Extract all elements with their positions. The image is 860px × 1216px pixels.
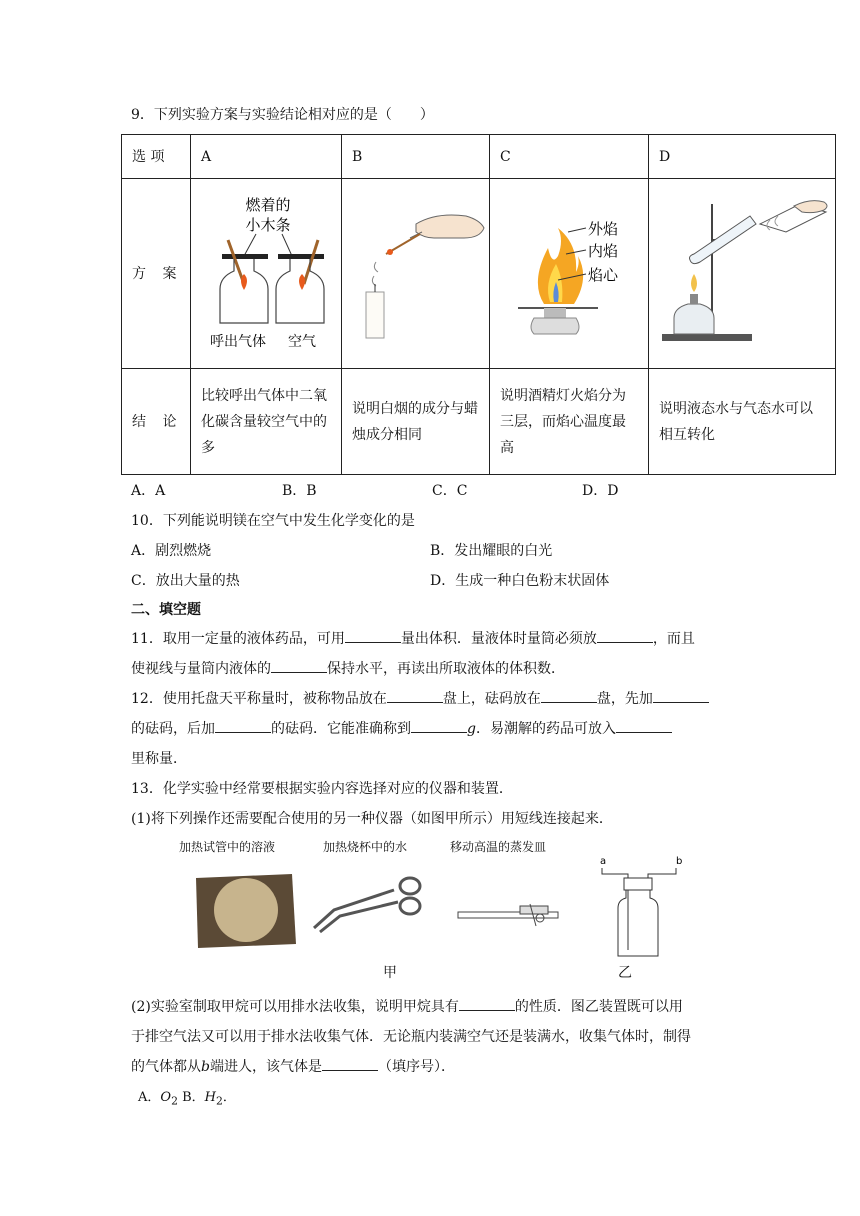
q10-option-d[interactable]: D．生成一种白色粉末状固体 <box>430 573 610 589</box>
q11-blank-2[interactable] <box>597 630 653 643</box>
q9-option-a[interactable]: A．A <box>131 483 166 499</box>
header-option: 选 项 <box>122 135 191 179</box>
fig-label-b: b <box>676 856 683 867</box>
q11-blank-3[interactable] <box>271 660 327 673</box>
q13-part2-line3 <box>131 1056 455 1076</box>
q11-line1 <box>131 628 695 648</box>
q12-blank-5[interactable] <box>411 720 467 733</box>
q13-part2-line1 <box>131 996 683 1016</box>
figure-yi-label: 乙 <box>618 965 632 981</box>
choice-b-label[interactable]: B． <box>182 1090 205 1105</box>
conclusion-b: 说明白烟的成分与蜡烛成分相同 <box>342 369 490 475</box>
q13-part2-line2: 于排空气法又可以用于排水法收集气体．无论瓶内装满空气还是装满水，收集气体时，制得 <box>131 1029 691 1045</box>
crucible-tongs-illustration <box>306 872 426 936</box>
choice-a-formula: O <box>160 1090 172 1105</box>
op-heat-beaker: 加热烧杯中的水 <box>323 840 408 854</box>
fig-label-a: a <box>600 856 607 867</box>
fig-c-core: 焰心 <box>588 266 619 284</box>
q10-stem: 10．下列能说明镁在空气中发生化学变化的是 <box>131 513 415 529</box>
conclusion-label: 结 论 <box>122 369 191 475</box>
q13-p2-text-3: 的气体都从 <box>131 1059 201 1075</box>
q12-blank-4[interactable] <box>215 720 271 733</box>
header-d: D <box>649 135 836 179</box>
q13-part1: (1)将下列操作还需要配合使用的另一种仪器（如图甲所示）用短线连接起来． <box>131 811 613 827</box>
q9-table <box>121 134 836 475</box>
q13-p2-text-4: 端进人，该气体是 <box>209 1059 322 1075</box>
q11-text-1: 11．取用一定量的液体药品，可用 <box>131 631 345 647</box>
q12-line1 <box>131 688 709 708</box>
q10-option-b[interactable]: B．发出耀眼的白光 <box>430 543 553 559</box>
header-b: B <box>342 135 490 179</box>
q12-text-2: 盘上，砝码放在 <box>442 691 541 707</box>
choice-a-sub: 2 <box>171 1094 178 1108</box>
header-c: C <box>490 135 649 179</box>
q11-text-5: 保持水平，再读出所取液体的体积数． <box>327 661 565 677</box>
gas-bottle-illustration <box>590 852 690 960</box>
q13-blank-1[interactable] <box>459 998 515 1011</box>
q9-option-c[interactable]: C．C <box>432 483 468 499</box>
q13-blank-2[interactable] <box>322 1058 378 1071</box>
q11-blank-1[interactable] <box>345 630 401 643</box>
plan-label: 方 案 <box>122 179 191 369</box>
conclusion-c: 说明酒精灯火焰分为三层，而焰心温度最高 <box>490 369 649 475</box>
test-tube-holder-illustration <box>454 896 564 936</box>
breath-bottles-illustration <box>196 184 336 354</box>
figure-a <box>191 179 342 369</box>
header-a: A <box>191 135 342 179</box>
q12-unit: g <box>467 721 476 737</box>
q12-text-5: 的砝码．它能准确称到 <box>271 721 411 737</box>
table-plan-row <box>122 179 836 369</box>
table-conclusion-row <box>122 369 836 475</box>
q10-option-c[interactable]: C．放出大量的热 <box>131 573 240 589</box>
q13-p2-text-1: (2)实验室制取甲烷可以用排水法收集，说明甲烷具有 <box>131 999 459 1015</box>
q12-text-3: 盘，先加 <box>596 691 653 707</box>
op-heat-test-tube: 加热试管中的溶液 <box>179 840 276 854</box>
fig-a-left-label: 呼出气体 <box>210 334 266 350</box>
test-tube-heating-illustration <box>652 184 832 354</box>
q13-choices <box>138 1086 236 1108</box>
figure-d <box>649 179 836 369</box>
figure-b <box>342 179 490 369</box>
q13-p2-text-5: （填序号）． <box>377 1059 455 1075</box>
q13-p2-text-2: 的性质．图乙装置既可以用 <box>514 999 683 1015</box>
q12-blank-1[interactable] <box>387 690 443 703</box>
q9-option-b[interactable]: B．B <box>282 483 317 499</box>
q9-stem: 9．下列实验方案与实验结论相对应的是（ ） <box>131 107 434 123</box>
choices-end: ． <box>222 1090 236 1105</box>
q11-text-3: ，而且 <box>652 631 695 647</box>
q12-blank-2[interactable] <box>541 690 597 703</box>
fig-a-title1: 燃着的 <box>245 196 291 214</box>
fig-a-right-label: 空气 <box>288 334 316 350</box>
q12-text-1: 12．使用托盘天平称量时，被称物品放在 <box>131 691 387 707</box>
q11-line2 <box>131 658 565 678</box>
conclusion-a: 比较呼出气体中二氧化碳含量较空气中的多 <box>191 369 342 475</box>
q12-text-4: 的砝码，后加 <box>131 721 215 737</box>
choice-a-label[interactable]: A． <box>138 1090 161 1105</box>
q12-blank-6[interactable] <box>616 720 672 733</box>
q12-line2 <box>131 718 672 738</box>
candle-smoke-illustration <box>346 184 486 354</box>
choice-b-sub: 2 <box>216 1094 223 1108</box>
q11-text-2: 量出体积．量液体时量筒必须放 <box>400 631 597 647</box>
choice-b-formula: H <box>204 1090 216 1105</box>
alcohol-lamp-flame-illustration <box>494 184 644 354</box>
q12-text-6: ．易潮解的药品可放入 <box>475 721 616 737</box>
q13-p2-b: b <box>201 1059 210 1075</box>
q12-line3: 里称量． <box>131 751 187 767</box>
q11-text-4: 使视线与量筒内液体的 <box>131 661 271 677</box>
q10-option-a[interactable]: A．剧烈燃烧 <box>131 543 212 559</box>
q13-stem: 13．化学实验中经常要根据实验内容选择对应的仪器和装置． <box>131 781 513 797</box>
q12-blank-3[interactable] <box>653 690 709 703</box>
section-heading: 二、填空题 <box>131 602 201 618</box>
op-move-dish: 移动高温的蒸发皿 <box>450 840 547 854</box>
table-header-row <box>122 135 836 179</box>
q9-option-d[interactable]: D．D <box>582 483 619 499</box>
figure-jia-label: 甲 <box>383 965 397 981</box>
conclusion-d: 说明液态水与气态水可以相互转化 <box>649 369 836 475</box>
fig-a-title2: 小木条 <box>245 216 291 234</box>
fig-c-inner: 内焰 <box>588 242 619 260</box>
asbestos-gauze-illustration <box>190 868 300 950</box>
figure-c <box>490 179 649 369</box>
fig-c-outer: 外焰 <box>588 220 619 238</box>
